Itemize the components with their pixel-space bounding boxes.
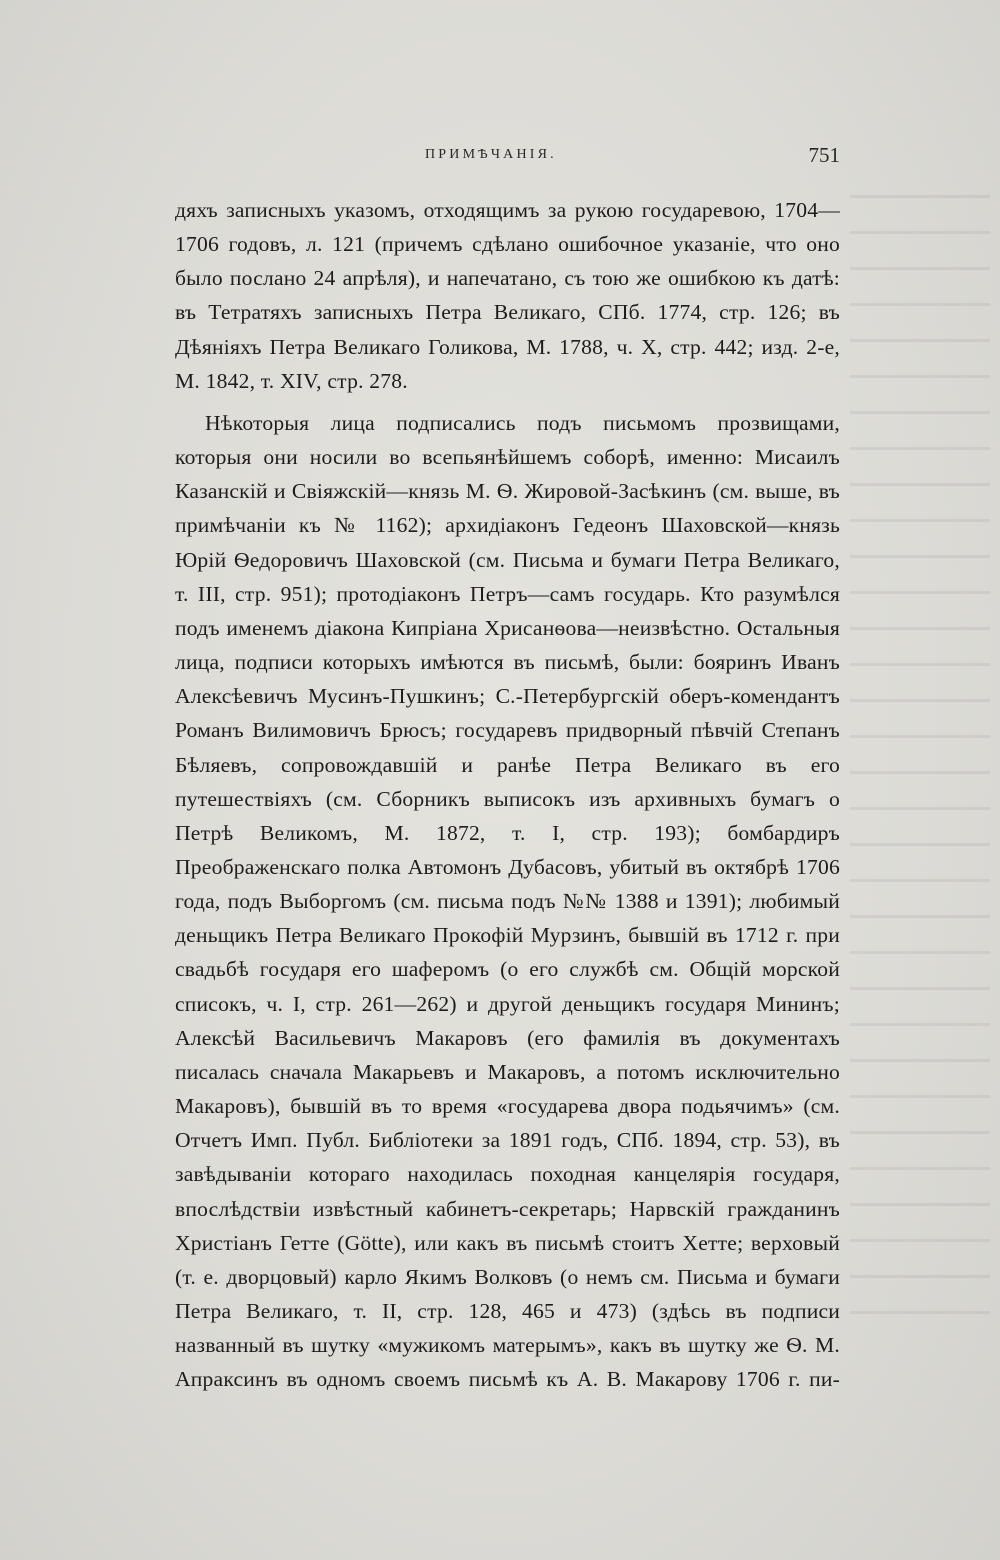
paragraph-2: Нѣкоторыя лица подписались подъ письмомъ прозвищами, которыя они носили во всепьянѣйшемъ соборѣ, именно: Мисаилъ Казанскій и Свіяжскій—князь М. Ѳ. Жировой-Засѣкинъ (см. выше, въ примѣчаніи къ № 1162); архидіаконъ Гедеонъ Шаховской—князь Юрій Ѳедоровичъ Шаховской (см. Письма и бумаги Петра Великаго, т. III, стр. 951); протодіаконъ Петръ—самъ государь. Кто разумѣлся подъ именемъ діакона Кипріана Хрисанѳова—неизвѣстно. Остальныя лица, подписи которыхъ имѣются въ письмѣ, были: бояринъ Иванъ Алексѣевичъ Мусинъ-Пушкинъ; С.-Петербургскій оберъ-комендантъ Романъ Вилимовичъ Брюсъ; государевъ придворный пѣвчій Степанъ Бѣляевъ, сопровождавшій и ранѣе Петра Великаго въ его путешествіяхъ (см. Сборникъ выписокъ изъ архивныхъ бумагъ о Петрѣ Великомъ, М. 1872, т. I, стр. 193); бомбардиръ Преображенскаго полка Автомонъ Дубасовъ, убитый въ октябрѣ 1706 года, подъ Выборгомъ (см. письма подъ №№ 1388 и 1391); любимый деньщикъ Петра Великаго Прокофій Мурзинъ, бывшій въ 1712 г. при свадьбѣ государя его шаферомъ (о его службѣ см. Общій морской списокъ, ч. I, стр. 261—262) и другой деньщикъ государя Мининъ; Алексѣй Васильевичъ Макаровъ (его фамилія въ документахъ писалась сначала Макарьевъ и Макаровъ, а потомъ исключительно Макаровъ), бывшій въ то время «государева двора подьячимъ» (см. Отчетъ Имп. Публ. Библіотеки за 1891 годъ, СПб. 1894, стр. 53), въ завѣдываніи котораго находилась походная канцелярія государя, впослѣдствіи извѣстный кабинетъ-секретарь; Нарвскій гражданинъ Христіанъ Гетте (Götte), или какъ въ письмѣ стоитъ Хетте; верховый (т. е. дворцовый) карло Якимъ Волковъ (о немъ см. Письма и бумаги Петра Великаго, т. II, стр. 128, 465 и 473) (здѣсь въ подписи названный въ шутку «мужикомъ матерымъ», какъ въ шутку же Ѳ. М. Апраксинъ въ одномъ своемъ письмѣ къ А. В. Макарову 1706 г. пи-	[175, 410, 840, 1392]
paragraph-1: дяхъ записныхъ указомъ, отходящимъ за рукою государевою, 1704—1706 годовъ, л. 121 (причемъ сдѣлано ошибочное указаніе, что оно было послано 24 апрѣля), и напечатано, съ тою же ошибкою къ датѣ: въ Тетратяхъ записныхъ Петра Великаго, СПб. 1774, стр. 126; въ Дѣяніяхъ Петра Великаго Голикова, М. 1788, ч. X, стр. 442; изд. 2-е, М. 1842, т. XIV, стр. 278.	[175, 198, 840, 393]
bleed-through-shadow	[850, 195, 990, 1345]
running-head: ПРИМѢЧАНІЯ.	[425, 147, 557, 162]
page-body	[175, 193, 840, 1396]
page-header	[175, 143, 840, 173]
page-number: 751	[808, 143, 840, 167]
